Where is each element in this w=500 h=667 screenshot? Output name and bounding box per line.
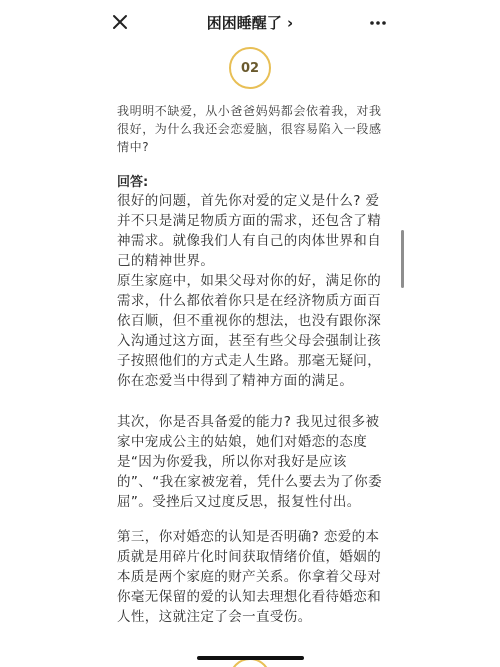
page-title-text: 困困睡醒了 xyxy=(206,14,282,32)
page-title[interactable] xyxy=(0,12,500,33)
answer-paragraph: 很好的问题，首先你对爱的定义是什么? 爱并不只是满足物质方面的需求，还包含了精神需求。就像我们人有自己的肉体世界和自己的精神世界。 xyxy=(117,193,382,269)
more-button[interactable] xyxy=(368,15,388,29)
answer-label: 回答: xyxy=(117,175,149,190)
top-bar xyxy=(0,0,500,44)
answer-paragraph: 原生家庭中，如果父母对你的好，满足你的需求，什么都依着你只是在经济物质方面百依百顺，但不重视你的想法，也没有跟你深入沟通过这方面，甚至有些父母会强制让孩子按照他们的方式走人生路。那毫无疑问，你在恋爱当中得到了精神方面的满足。 xyxy=(117,273,382,389)
section-number: 02 xyxy=(240,60,260,76)
home-indicator[interactable] xyxy=(197,656,304,660)
answer-paragraph: 第三，你对婚恋的认知是否明确? 恋爱的本质就是用碎片化时间获取情绪价值，婚姻的本质是两个家庭的财产关系。你拿着父母对你毫无保留的爱的认知去理想化看待婚恋和人性，这就注定了会一直受伤。 xyxy=(117,529,382,625)
section-number-badge xyxy=(229,47,271,89)
question-text: 我明明不缺爱，从小爸爸妈妈都会依着我，对我很好，为什么我还会恋爱脑，很容易陷入一段感情中? xyxy=(117,104,382,154)
chevron-right-icon: › xyxy=(287,14,294,32)
answer-paragraph: 其次，你是否具备爱的能力? 我见过很多被家中宠成公主的姑娘，她们对婚恋的态度是“因为你爱我，所以你对我好是应该的”、“我在家被宠着，凭什么要去为了你委屈”。受挫后又过度反思，报复性付出。 xyxy=(117,414,382,510)
scrollbar-thumb[interactable] xyxy=(401,230,404,288)
more-dots-icon xyxy=(368,16,388,30)
